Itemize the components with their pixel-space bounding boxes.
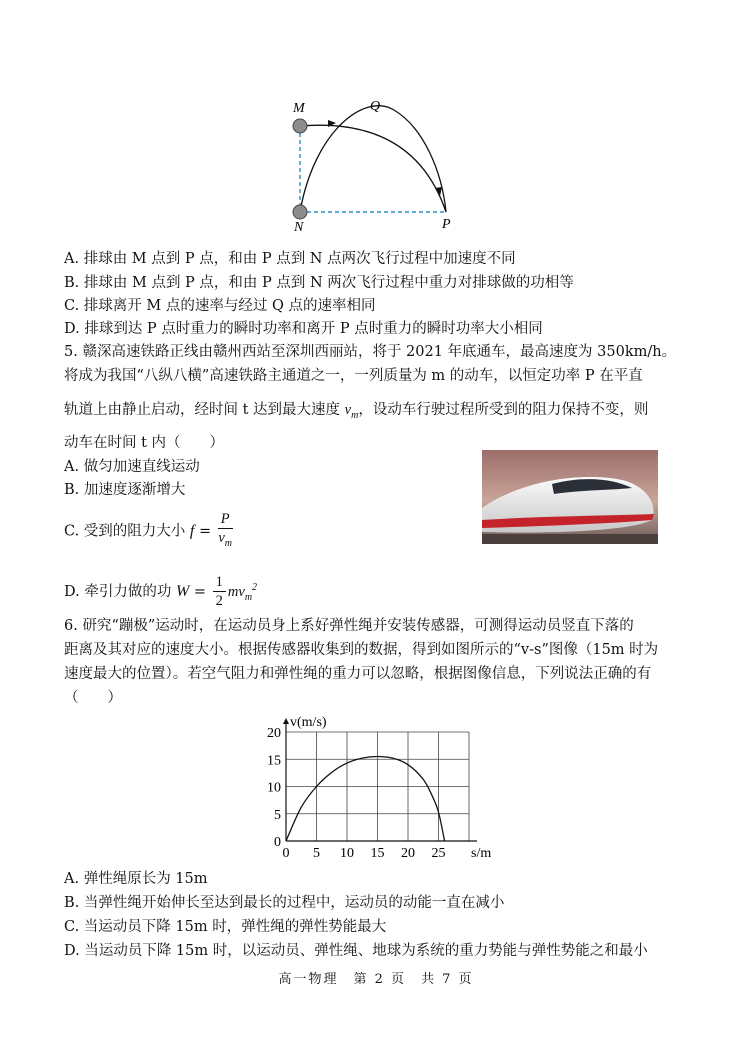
v-s-chart — [250, 704, 500, 874]
q5-option-b: B. 加速度逐渐增大 — [64, 482, 186, 498]
page-footer: 高一物理 第 2 页 共 7 页 — [278, 972, 474, 987]
arc-M-to-P — [300, 125, 446, 212]
label-M: M — [293, 101, 305, 116]
vm-symbol: $v_m$ — [344, 402, 359, 421]
q5-stem-line2: 将成为我国“八纵八横”高速铁路主通道之一，一列质量为 m 的动车，以恒定功率 P 在平直 — [64, 368, 643, 384]
q5-line3-pre: 轨道上由静止启动，经时间 t 达到最大速度 — [64, 402, 345, 418]
y-tick-label: 10 — [267, 780, 281, 796]
y-tick-label: 5 — [274, 807, 281, 823]
q5-line3-post: ，设动车行驶过程所受到的阻力保持不变，则 — [358, 402, 649, 418]
y-axis-arrow — [283, 718, 289, 724]
fraction-P-over-vm: $\frac{P}{v_m}$ — [218, 511, 232, 549]
q6-stem-line4: （ ） — [64, 690, 122, 706]
q4-option-d: D. 排球到达 P 点时重力的瞬时功率和离开 P 点时重力的瞬时功率大小相同 — [64, 321, 543, 337]
q6-stem-line2: 距离及其对应的速度大小。根据传感器收集到的数据，得到如图所示的“v-s”图像（15m 时为 — [64, 642, 659, 658]
ball-M — [293, 119, 307, 133]
fraction-one-half: $\frac{1}{2}$ — [213, 573, 226, 610]
trajectory-figure — [284, 92, 474, 232]
q4-option-a: A. 排球由 M 点到 P 点，和由 P 点到 N 点两次飞行过程中加速度不同 — [64, 251, 516, 267]
q6-option-a: A. 弹性绳原长为 15m — [64, 871, 208, 887]
q5-stem-line4: 动车在时间 t 内（ ） — [64, 435, 225, 451]
q6-stem-line3: 速度最大的位置）。若空气阻力和弹性绳的重力可以忽略，根据图像信息，下列说法正确的有 — [64, 666, 652, 682]
y-tick-label: 15 — [267, 753, 281, 769]
q6-option-b: B. 当弹性绳开始伸长至达到最长的过程中，运动员的动能一直在减小 — [64, 895, 505, 911]
x-axis-label: s/m — [471, 846, 492, 861]
q6-stem-line1: 6. 研究“蹦极”运动时，在运动员身上系好弹性绳并安装传感器，可测得运动员竖直下落的 — [64, 618, 634, 634]
q5-stem-line1: 5. 赣深高速铁路正线由赣州西站至深圳西丽站，将于 2021 年底通车，最高速度为 350km/h。 — [64, 344, 677, 360]
y-tick-label: 0 — [274, 835, 281, 850]
q5-option-c: C. 受到的阻力大小 f = $\frac{P}{v_m}$ — [64, 510, 235, 553]
q4-option-b: B. 排球由 M 点到 P 点，和由 P 点到 N 两次飞行过程中重力对排球做的功相等 — [64, 275, 574, 291]
q5-option-d: D. 牵引力做的功 W = $\frac{1}{2}$ $mv_m^2$ — [64, 574, 258, 610]
arc-N-to-P — [300, 106, 446, 212]
x-tick-label: 15 — [370, 846, 385, 861]
y-tick-label: 20 — [267, 726, 281, 741]
label-P: P — [442, 217, 451, 232]
q5-option-a: A. 做匀加速直线运动 — [64, 459, 200, 475]
q4-option-c: C. 排球离开 M 点的速率与经过 Q 点的速率相同 — [64, 298, 376, 314]
y-axis-label: v(m/s) — [290, 715, 327, 730]
x-tick-label: 10 — [340, 846, 354, 861]
x-tick-label: 20 — [401, 846, 415, 861]
x-tick-label: 0 — [282, 846, 290, 861]
x-tick-label: 5 — [313, 846, 320, 861]
x-tick-label: 25 — [431, 846, 446, 861]
ball-N — [293, 205, 307, 219]
label-N: N — [294, 220, 304, 232]
train-photo — [482, 450, 658, 544]
q6-option-c: C. 当运动员下降 15m 时，弹性绳的弹性势能最大 — [64, 919, 387, 935]
velocity-curve — [286, 757, 445, 841]
label-Q: Q — [370, 99, 381, 114]
q5-stem-line3 — [64, 400, 648, 426]
q6-option-d: D. 当运动员下降 15m 时，以运动员、弹性绳、地球为系统的重力势能与弹性势能之和最小 — [64, 943, 648, 959]
